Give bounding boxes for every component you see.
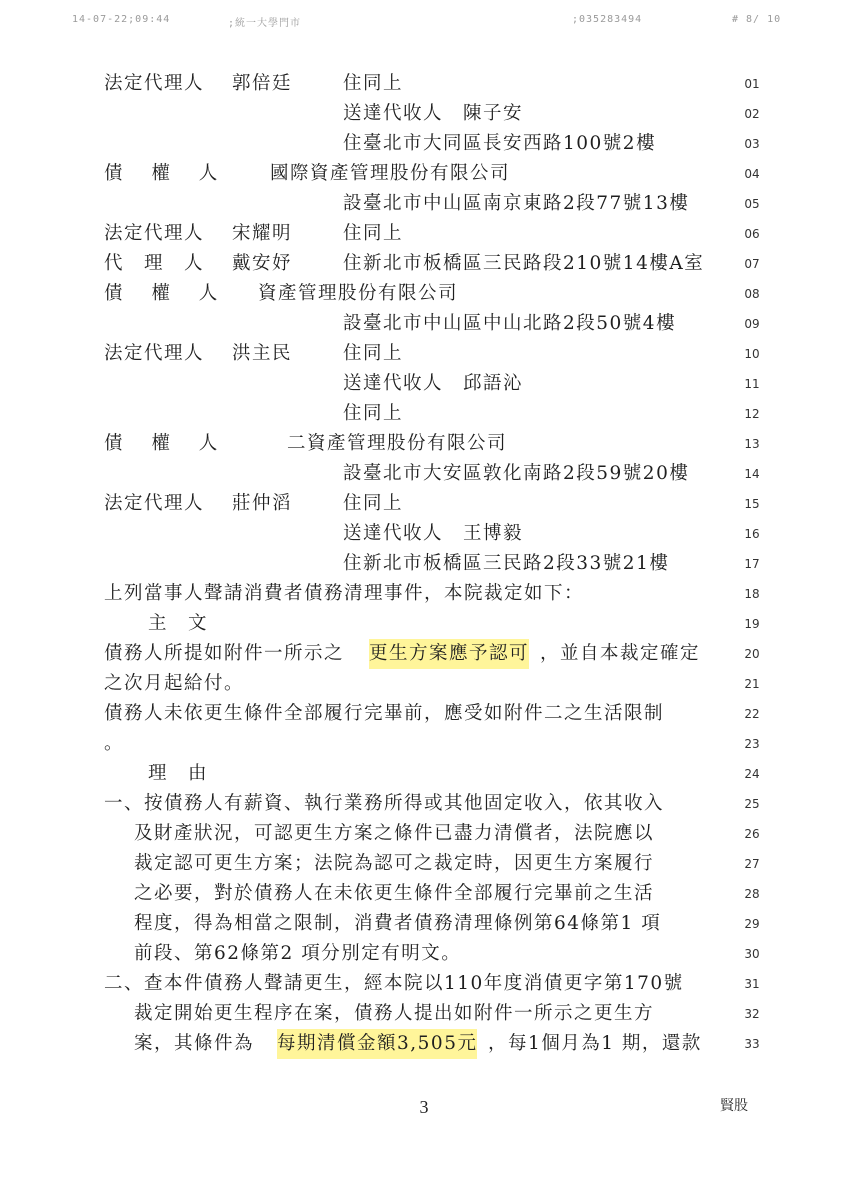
line-number: 23 — [744, 737, 760, 751]
line-number: 25 — [744, 797, 760, 811]
line-number: 13 — [744, 437, 760, 451]
text-line — [0, 369, 848, 399]
text-line — [0, 879, 848, 909]
line-number: 01 — [744, 77, 760, 91]
line-text: 住同上 — [343, 493, 404, 514]
line-text: 住新北市板橋區三民路2段33號21樓 — [343, 553, 670, 574]
text-line — [0, 1029, 848, 1059]
line-text: 住同上 — [343, 403, 404, 424]
text-line — [0, 159, 848, 189]
text-line — [0, 699, 848, 729]
line-number: 18 — [744, 587, 760, 601]
line-text: 住新北市板橋區三民路段210號14樓A室 — [343, 253, 705, 274]
line-text: 莊仲滔 — [232, 493, 293, 514]
text-line — [0, 819, 848, 849]
line-text: 宋耀明 — [232, 223, 293, 244]
line-text: 送達代收人 邱語沁 — [343, 373, 524, 394]
line-text: 設臺北市大安區敦化南路2段59號20樓 — [343, 463, 690, 484]
text-line — [0, 849, 848, 879]
text-line — [0, 729, 848, 759]
line-number: 24 — [744, 767, 760, 781]
text-line — [0, 789, 848, 819]
line-number: 04 — [744, 167, 760, 181]
line-number: 26 — [744, 827, 760, 841]
line-text: 。 — [104, 733, 125, 754]
line-text: 債務人未依更生條件全部履行完畢前，應受如附件二之生活限制 — [104, 703, 665, 724]
highlighted-text: 更生方案應予認可 — [369, 639, 529, 669]
text-line — [0, 429, 848, 459]
text-line — [0, 969, 848, 999]
line-text: 住同上 — [343, 343, 404, 364]
text-line — [0, 759, 848, 789]
text-line — [0, 999, 848, 1029]
line-text: 送達代收人 陳子安 — [343, 103, 524, 124]
line-number: 07 — [744, 257, 760, 271]
line-text: 理 由 — [148, 763, 209, 784]
highlighted-text: 每期清償金額3,505元 — [277, 1029, 477, 1059]
line-text: 送達代收人 王博毅 — [343, 523, 524, 544]
text-line — [0, 219, 848, 249]
line-number: 10 — [744, 347, 760, 361]
line-number: 20 — [744, 647, 760, 661]
line-text: 資產管理股份有限公司 — [258, 283, 459, 304]
line-number: 22 — [744, 707, 760, 721]
line-text: 上列當事人聲請消費者債務清理事件，本院裁定如下： — [104, 583, 585, 604]
text-line — [0, 69, 848, 99]
line-number: 06 — [744, 227, 760, 241]
line-text: 二、查本件債務人聲請更生，經本院以110年度消債更字第170號 — [104, 973, 684, 994]
line-text: 一、按債務人有薪資、執行業務所得或其他固定收入，依其收入 — [104, 793, 665, 814]
line-text: 國際資產管理股份有限公司 — [270, 163, 511, 184]
text-line — [0, 459, 848, 489]
text-line — [0, 609, 848, 639]
line-number: 27 — [744, 857, 760, 871]
text-line — [0, 519, 848, 549]
line-number: 17 — [744, 557, 760, 571]
text-line — [0, 579, 848, 609]
line-text: 之次月起給付。 — [104, 673, 245, 694]
line-number: 28 — [744, 887, 760, 901]
line-text: 及財產狀況，可認更生方案之條件已盡力清償者，法院應以 — [134, 823, 655, 844]
line-number: 16 — [744, 527, 760, 541]
text-line — [0, 939, 848, 969]
text-line — [0, 129, 848, 159]
division-stamp: 賢股 — [720, 1098, 748, 1114]
line-number: 29 — [744, 917, 760, 931]
line-number: 21 — [744, 677, 760, 691]
line-text: 代 理 人 — [104, 253, 205, 274]
text-line — [0, 909, 848, 939]
page-number: 3 — [419, 1097, 429, 1117]
line-text: 債 權 人 — [104, 283, 219, 304]
line-number: 32 — [744, 1007, 760, 1021]
line-number: 05 — [744, 197, 760, 211]
line-text: 主 文 — [148, 613, 209, 634]
text-line — [0, 189, 848, 219]
line-number: 19 — [744, 617, 760, 631]
line-text: 法定代理人 — [104, 223, 205, 244]
line-number: 12 — [744, 407, 760, 421]
line-number: 03 — [744, 137, 760, 151]
line-text: ，每1個月為1 期，還款 — [488, 1033, 702, 1054]
line-text: 案，其條件為 — [134, 1033, 255, 1054]
line-text: 設臺北市中山區南京東路2段77號13樓 — [343, 193, 690, 214]
line-text: 二資產管理股份有限公司 — [287, 433, 508, 454]
line-number: 09 — [744, 317, 760, 331]
line-text: 住臺北市大同區長安西路100號2樓 — [343, 133, 657, 154]
line-text: 住同上 — [343, 73, 404, 94]
line-number: 02 — [744, 107, 760, 121]
line-text: 之必要，對於債務人在未依更生條件全部履行完畢前之生活 — [134, 883, 655, 904]
fax-page: # 8/ 10 — [732, 14, 782, 25]
line-number: 15 — [744, 497, 760, 511]
line-text: 住同上 — [343, 223, 404, 244]
line-text: 法定代理人 — [104, 343, 205, 364]
line-number: 31 — [744, 977, 760, 991]
text-line — [0, 399, 848, 429]
fax-sender: ;統一大學門市 — [228, 18, 302, 29]
line-number: 08 — [744, 287, 760, 301]
text-line — [0, 279, 848, 309]
line-text: 前段、第62條第2 項分別定有明文。 — [134, 943, 462, 964]
line-text: ，並自本裁定確定 — [540, 643, 701, 664]
line-text: 債務人所提如附件一所示之 — [104, 643, 345, 664]
text-line — [0, 489, 848, 519]
line-number: 14 — [744, 467, 760, 481]
text-line — [0, 309, 848, 339]
line-text: 郭倍廷 — [232, 73, 293, 94]
line-text: 債 權 人 — [104, 433, 219, 454]
text-line — [0, 639, 848, 669]
text-line — [0, 669, 848, 699]
text-line — [0, 249, 848, 279]
line-text: 裁定開始更生程序在案，債務人提出如附件一所示之更生方 — [134, 1003, 655, 1024]
fax-datetime: 14-07-22;09:44 — [72, 14, 171, 25]
line-text: 法定代理人 — [104, 73, 205, 94]
line-text: 設臺北市中山區中山北路2段50號4樓 — [343, 313, 677, 334]
line-text: 法定代理人 — [104, 493, 205, 514]
line-number: 11 — [744, 377, 760, 391]
text-line — [0, 99, 848, 129]
line-text: 戴安妤 — [232, 253, 293, 274]
line-text: 債 權 人 — [104, 163, 219, 184]
text-line — [0, 339, 848, 369]
line-text: 裁定認可更生方案；法院為認可之裁定時，因更生方案履行 — [134, 853, 655, 874]
line-number: 33 — [744, 1037, 760, 1051]
fax-phone: ;035283494 — [572, 14, 643, 25]
line-text: 程度，得為相當之限制，消費者債務清理條例第64條第1 項 — [134, 913, 662, 934]
text-line — [0, 549, 848, 579]
line-number: 30 — [744, 947, 760, 961]
line-text: 洪主民 — [232, 343, 293, 364]
